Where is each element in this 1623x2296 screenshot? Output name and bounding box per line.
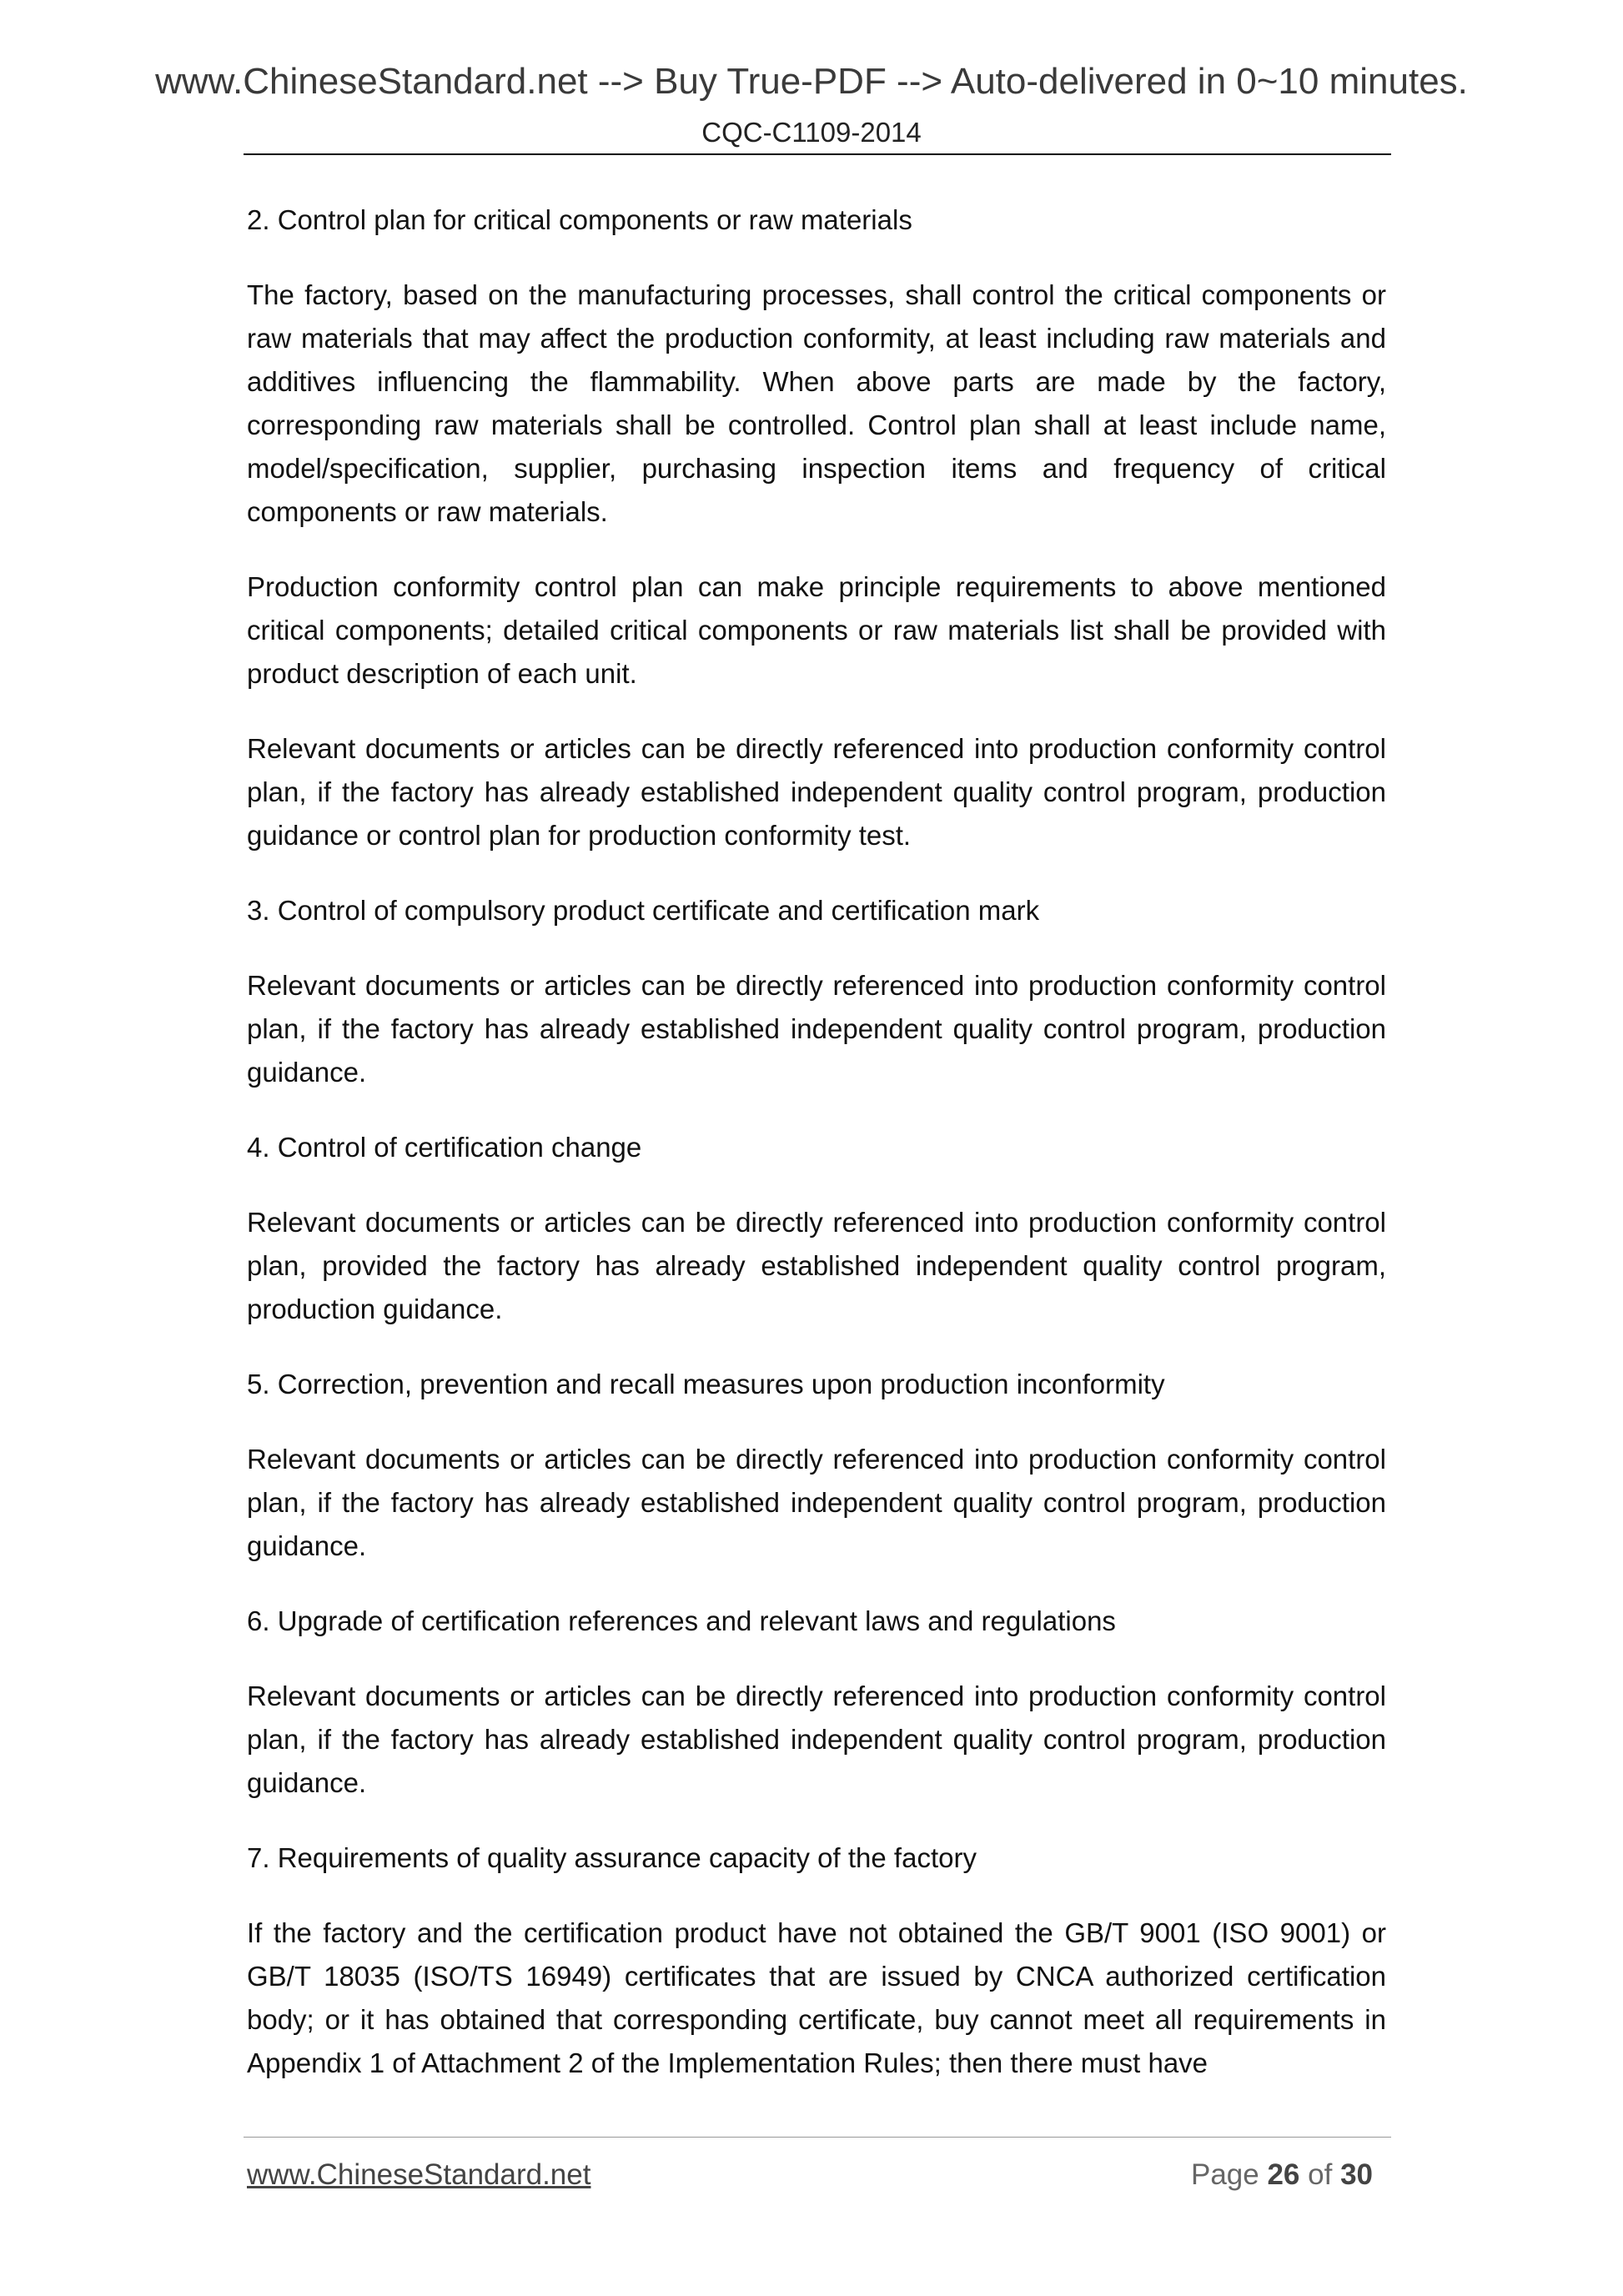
header-divider <box>244 153 1391 155</box>
section-heading: 3. Control of compulsory product certificate and certification mark <box>247 895 1040 926</box>
paragraph: Relevant documents or articles can be directly referenced into production conformity control plan, if the factory has already established independent quality control program, production guidance or control plan for production conformity test. <box>247 733 1386 851</box>
paragraph: The factory, based on the manufacturing processes, shall control the critical components or raw materials that may affect the production conformity, at least including raw materials and additives influencing the flammability. When above parts are made by the factory, corresponding raw materials shall be controlled. Control plan shall at least include name, model/specification, supplier, purchasing inspection items and frequency of critical components or raw materials. <box>247 279 1386 527</box>
section-heading: 7. Requirements of quality assurance capacity of the factory <box>247 1842 977 1873</box>
paragraph: Relevant documents or articles can be directly referenced into production conformity control plan, if the factory has already established independent quality control program, production guidance. <box>247 970 1386 1088</box>
site-banner: www.ChineseStandard.net --> Buy True-PDF --> Auto-delivered in 0~10 minutes. <box>155 61 1468 102</box>
footer-website-link[interactable]: www.ChineseStandard.net <box>247 2158 591 2191</box>
section-heading: 5. Correction, prevention and recall measures upon production inconformity <box>247 1369 1165 1399</box>
page-label: Page <box>1190 2158 1259 2191</box>
paragraph: Relevant documents or articles can be directly referenced into production conformity control plan, if the factory has already established independent quality control program, production guidance. <box>247 1444 1386 1561</box>
total-pages: 30 <box>1340 2158 1373 2191</box>
section-heading: 6. Upgrade of certification references and relevant laws and regulations <box>247 1605 1116 1636</box>
paragraph: Relevant documents or articles can be directly referenced into production conformity control plan, if the factory has already established independent quality control program, production guidance. <box>247 1681 1386 1798</box>
page-of-label: of <box>1308 2158 1333 2191</box>
section-heading: 2. Control plan for critical components or raw materials <box>247 204 912 235</box>
paragraph: Production conformity control plan can make principle requirements to above mentioned critical components; detailed critical components or raw materials list shall be provided with product description of each unit. <box>247 571 1386 689</box>
page-number <box>1191 2160 1373 2189</box>
section-heading: 4. Control of certification change <box>247 1132 642 1163</box>
current-page: 26 <box>1267 2158 1300 2191</box>
footer-divider <box>244 2137 1391 2138</box>
document-code: CQC-C1109-2014 <box>701 117 922 148</box>
document-body <box>247 198 1386 2117</box>
paragraph: Relevant documents or articles can be directly referenced into production conformity control plan, provided the factory has already established independent quality control program, production guidance. <box>247 1207 1386 1324</box>
paragraph: If the factory and the certification product have not obtained the GB/T 9001 (ISO 9001) or GB/T 18035 (ISO/TS 16949) certificates that are issued by CNCA authorized certification body; or it has obtained that corresponding certificate, buy cannot meet all requirements in Appendix 1 of Attachment 2 of the Implementation Rules; then there must have <box>247 1917 1386 2078</box>
